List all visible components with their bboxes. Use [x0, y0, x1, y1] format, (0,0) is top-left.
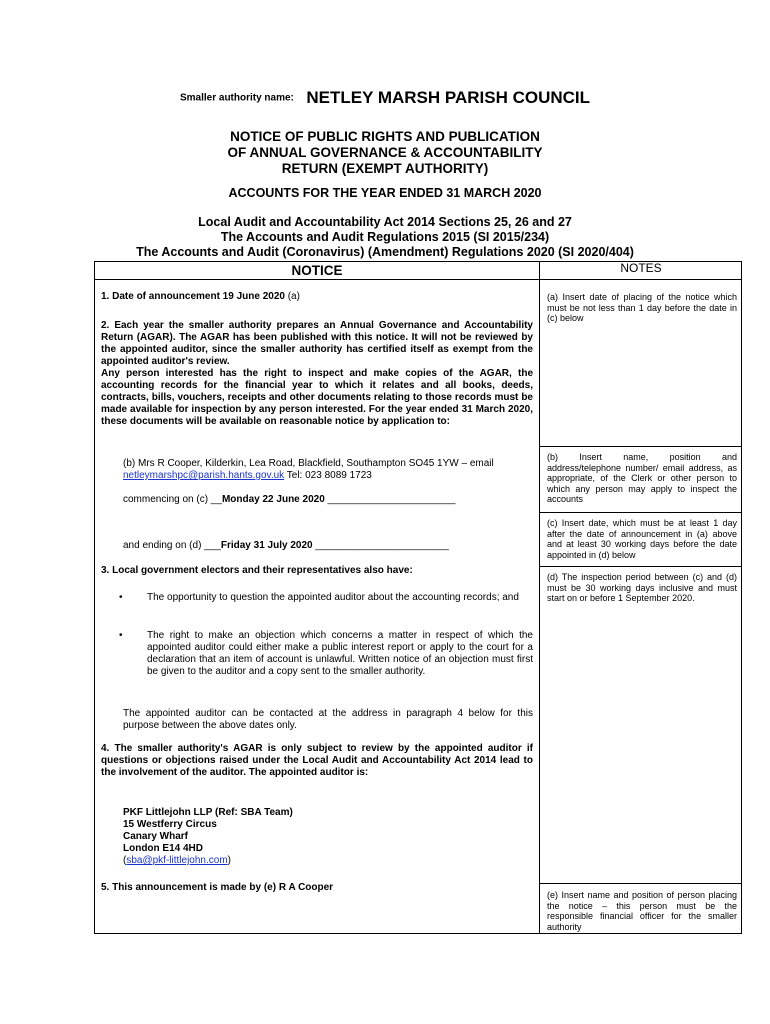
bullet-question-auditor [101, 592, 533, 616]
note-divider [540, 566, 742, 567]
commencing-blank: _______________________ [324, 494, 456, 505]
auditor-email-link[interactable]: sba@pkf-littlejohn.com [126, 855, 228, 866]
auditor-contact-text: The appointed auditor can be contacted at the address in paragraph 4 below for this purpose between the above dates only. [123, 708, 533, 731]
note-c: (c) Insert date, which must be at least 1 day after the date of announcement in (a) above and at least 30 working days before the date appointed in (d) below [547, 518, 737, 560]
auditor-name: PKF Littlejohn LLP (Ref: SBA Team) [123, 807, 293, 818]
commencing-label: commencing on (c) __ [123, 494, 222, 505]
announcement-date-note-ref: (a) [284, 291, 300, 302]
authority-name-line [0, 88, 770, 108]
legislation-line-3: The Accounts and Audit (Coronavirus) (Amendment) Regulations 2020 (SI 2020/404) [136, 245, 634, 259]
commencing-date: Monday 22 June 2020 [221, 494, 325, 505]
auditor-address-block [123, 807, 533, 867]
legislation-line-2: The Accounts and Audit Regulations 2015 (SI 2015/234) [220, 230, 550, 244]
notes-column-heading: NOTES [620, 261, 662, 275]
title-line-2: OF ANNUAL GOVERNANCE & ACCOUNTABILITY [227, 145, 543, 160]
agar-publication-text: 2. Each year the smaller authority prepares an Annual Governance and Accountability Return (AGAR). The AGAR has been published with this notice. It will not be reviewed by the appointed auditor, since the smaller authority has certified itself as exempt from the appointed auditor's review. [101, 320, 533, 367]
paragraph-4: 4. The smaller authority's AGAR is only subject to review by the appointed auditor if questions or objections raised under the Local Audit and Accountability Act 2014 lead to the involvement of the auditor. The appointed auditor is: [101, 743, 533, 778]
note-divider [540, 446, 742, 447]
contact-telephone: Tel: 023 8089 1723 [284, 470, 372, 481]
table-column-divider [539, 261, 540, 934]
paragraph-1 [101, 291, 533, 303]
contact-email-link[interactable]: netleymarshpc@parish.hants.gov.uk [123, 470, 285, 481]
note-divider [540, 512, 742, 513]
ending-label: and ending on (d) ___ [123, 540, 221, 551]
auditor-address-line-3: London E14 4HD [123, 843, 204, 854]
auditor-address-line-2: Canary Wharf [123, 831, 189, 842]
paragraph-5: 5. This announcement is made by (e) R A Cooper [101, 882, 334, 893]
legislation-references [0, 215, 770, 260]
notice-column-heading: NOTICE [291, 263, 343, 278]
authority-name-label: Smaller authority name: [179, 92, 294, 104]
bullet-marker: • [119, 592, 123, 603]
ending-date: Friday 31 July 2020 [220, 540, 313, 551]
note-d: (d) The inspection period between (c) and (d) must be 30 working days inclusive and must start on or before 1 September 2020. [547, 572, 737, 604]
authority-name: NETLEY MARSH PARISH COUNCIL [306, 88, 591, 107]
document-title [0, 129, 770, 177]
legislation-line-1: Local Audit and Accountability Act 2014 Sections 25, 26 and 27 [198, 215, 572, 229]
ending-date-line [123, 540, 533, 552]
note-a: (a) Insert date of placing of the notice which must be not less than 1 day before the date in (c) below [547, 292, 737, 324]
auditor-email-line: (sba@pkf-littlejohn.com) [123, 855, 231, 866]
note-e: (e) Insert name and position of person placing the notice – this person must be the responsible financial officer for the smaller authority [547, 890, 737, 932]
contact-address: (b) Mrs R Cooper, Kilderkin, Lea Road, Blackfield, Southampton SO45 1YW – email [123, 458, 494, 469]
note-b: (b) Insert name, position and address/telephone number/ email address, as appropriate, of the Clerk or other person to which any person may apply to inspect the accounts [547, 452, 737, 505]
title-line-1: NOTICE OF PUBLIC RIGHTS AND PUBLICATION [230, 129, 540, 144]
title-line-3: RETURN (EXEMPT AUTHORITY) [281, 161, 489, 176]
bullet-text: The opportunity to question the appointed auditor about the accounting records; and [147, 592, 519, 603]
ending-blank: ________________________ [312, 540, 449, 551]
paragraph-2 [101, 320, 533, 428]
inspection-rights-text: Any person interested has the right to inspect and make copies of the AGAR, the accounting records for the financial year to which it relates and all books, deeds, contracts, bills, vouchers, receipts and other documents relating to those records must be made available for inspection by any person interested. For the year ended 31 March 2020, these documents will be available on reasonable notice by application to: [101, 368, 533, 427]
note-divider [540, 883, 742, 884]
commencing-date-line [123, 494, 533, 506]
paragraph-3-heading: 3. Local government electors and their representatives also have: [101, 565, 413, 576]
auditor-address-line-1: 15 Westferry Circus [123, 819, 217, 830]
accounts-year-title: ACCOUNTS FOR THE YEAR ENDED 31 MARCH 2020 [228, 186, 542, 200]
bullet-objection-right [101, 630, 533, 690]
table-header-divider [94, 279, 742, 280]
contact-details [123, 458, 533, 482]
bullet-text: The right to make an objection which concerns a matter in respect of which the appointed auditor could either make a public interest report or apply to the court for a declaration that an item of account is unlawful. Written notice of an objection must first be given to the auditor and a copy sent to the smaller authority. [147, 630, 533, 677]
bullet-marker: • [119, 630, 123, 641]
announcement-date: 1. Date of announcement 19 June 2020 [101, 291, 285, 302]
